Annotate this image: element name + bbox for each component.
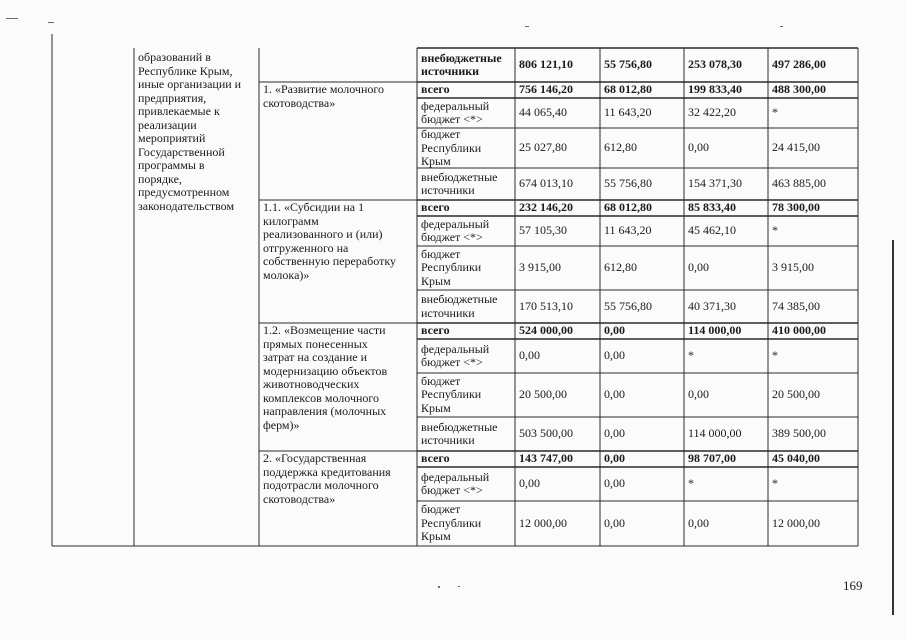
- amount-cell: 11 643,20: [604, 105, 652, 120]
- program-name-line: скотоводства»: [263, 95, 336, 110]
- amount-cell: 756 146,20: [519, 82, 573, 97]
- amount-cell: 25 027,80: [519, 140, 567, 155]
- amount-cell: 44 065,40: [519, 105, 567, 120]
- amount-cell: 0,00: [604, 387, 625, 402]
- program-name-line: скотоводства»: [263, 491, 336, 506]
- program-name: [263, 83, 384, 110]
- amount-cell: 0,00: [688, 515, 709, 530]
- executor-text-line: иные организации и: [138, 77, 242, 91]
- amount-cell: 20 500,00: [519, 387, 567, 402]
- amount-cell: 463 885,00: [772, 176, 826, 191]
- executor-text-line: реализации: [138, 117, 197, 132]
- program-name-line: модернизацию объектов: [263, 363, 388, 378]
- amount-cell: 98 707,00: [688, 451, 736, 466]
- amount-cell: 232 146,20: [519, 200, 573, 215]
- executor-text-line: Государственной: [138, 144, 225, 159]
- funding-source-line: всего: [421, 82, 450, 97]
- funding-source-line: всего: [421, 451, 450, 466]
- amount-cell: 524 000,00: [519, 323, 573, 338]
- amount-cell: 0,00: [604, 515, 625, 530]
- program-name-line: 1.2. «Возмещение части: [263, 323, 386, 337]
- amount-cell: 0,00: [688, 140, 709, 155]
- amount-cell: 0,00: [604, 426, 625, 441]
- funding-source-line: внебюджетные: [421, 169, 498, 184]
- executor-text-line: образований в: [138, 50, 211, 64]
- amount-cell: 0,00: [604, 348, 625, 363]
- funding-source: [421, 471, 489, 498]
- program-name-line: молока)»: [263, 267, 310, 282]
- amount-cell: *: [688, 476, 694, 491]
- program-name-line: 2. «Государственная: [263, 451, 367, 465]
- funding-source-line: внебюджетные: [421, 419, 498, 434]
- funding-source: [421, 52, 502, 79]
- program-name-line: комплексов молочного: [263, 390, 380, 405]
- funding-source: [421, 218, 489, 245]
- program-name-line: ферм)»: [263, 417, 300, 432]
- funding-source-line: Республики: [421, 260, 482, 275]
- amount-cell: 0,00: [604, 323, 625, 338]
- funding-source-line: всего: [421, 200, 450, 215]
- executor-text: [138, 51, 241, 213]
- program-name-line: животноводческих: [263, 377, 360, 391]
- amount-cell: *: [772, 476, 778, 491]
- amount-cell: 114 000,00: [688, 323, 742, 338]
- funding-source-line: федеральный: [421, 216, 490, 231]
- funding-source-line: бюджет <*>: [421, 355, 483, 369]
- program-name: [263, 324, 387, 432]
- funding-source-line: Республики: [421, 387, 482, 402]
- program-name-line: подотрасли молочного: [263, 478, 379, 492]
- amount-cell: 143 747,00: [519, 451, 573, 466]
- amount-cell: 24 415,00: [772, 140, 820, 155]
- amount-cell: *: [772, 348, 778, 363]
- funding-source-line: бюджет: [421, 127, 461, 141]
- amount-cell: *: [772, 105, 778, 120]
- amount-cell: 154 371,30: [688, 176, 742, 191]
- amount-cell: *: [688, 348, 694, 363]
- executor-text-line: программы в: [138, 158, 205, 172]
- amount-cell: 0,00: [604, 476, 625, 491]
- amount-cell: 3 915,00: [772, 260, 814, 275]
- amount-cell: 0,00: [604, 451, 625, 466]
- funding-source-line: Крым: [421, 529, 451, 544]
- executor-text-line: предусмотренном: [138, 185, 230, 199]
- program-name: [263, 452, 391, 506]
- program-name-line: 1. «Развитие молочного: [263, 82, 385, 96]
- funding-source: [421, 128, 481, 169]
- amount-cell: 12 000,00: [519, 515, 567, 530]
- amount-cell: 55 756,80: [604, 298, 652, 313]
- amount-cell: 410 000,00: [772, 323, 826, 338]
- amount-cell: 612,80: [604, 260, 637, 275]
- amount-cell: 674 013,10: [519, 176, 573, 191]
- funding-source-line: всего: [421, 323, 450, 338]
- amount-cell: 74 385,00: [772, 298, 820, 313]
- funding-source: [421, 293, 498, 320]
- funding-source: [421, 171, 498, 198]
- executor-text-line: мероприятий: [138, 131, 206, 145]
- amount-cell: 253 078,30: [688, 57, 742, 72]
- funding-source-line: источники: [421, 305, 475, 320]
- amount-cell: 199 833,40: [688, 82, 742, 97]
- executor-text-line: порядке,: [138, 171, 182, 186]
- amount-cell: *: [772, 223, 778, 238]
- amount-cell: 488 300,00: [772, 82, 826, 97]
- executor-text-line: предприятия,: [138, 90, 207, 105]
- amount-cell: 114 000,00: [688, 426, 742, 441]
- amount-cell: 40 371,30: [688, 298, 736, 313]
- funding-source: [421, 248, 481, 289]
- amount-cell: 612,80: [604, 140, 637, 155]
- funding-source-line: бюджет: [421, 246, 461, 261]
- amount-cell: 12 000,00: [772, 515, 820, 530]
- amount-cell: 0,00: [519, 348, 540, 363]
- amount-cell: 78 300,00: [772, 200, 820, 215]
- funding-source: [421, 343, 489, 370]
- amount-cell: 389 500,00: [772, 426, 826, 441]
- amount-cell: 55 756,80: [604, 57, 652, 72]
- funding-source-line: Республики: [421, 140, 482, 155]
- amount-cell: 11 643,20: [604, 223, 652, 238]
- funding-source-line: федеральный: [421, 98, 490, 113]
- funding-source-line: бюджет: [421, 373, 461, 388]
- program-name-line: поддержка кредитования: [263, 464, 391, 479]
- funding-source-line: федеральный: [421, 469, 490, 484]
- funding-source: [421, 100, 489, 127]
- funding-source-line: источники: [421, 64, 480, 78]
- amount-cell: 45 040,00: [772, 451, 820, 466]
- funding-source-line: внебюджетные: [421, 292, 498, 306]
- funding-source-line: внебюджетные: [421, 50, 502, 65]
- funding-source: [421, 375, 481, 416]
- amount-cell: 57 105,30: [519, 223, 567, 238]
- amount-cell: 3 915,00: [519, 260, 561, 275]
- amount-cell: 68 012,80: [604, 200, 652, 215]
- amount-cell: 497 286,00: [772, 57, 826, 72]
- funding-source-line: Республики: [421, 515, 482, 530]
- program-name: [263, 201, 396, 282]
- amount-cell: 32 422,20: [688, 105, 736, 120]
- amount-cell: 0,00: [688, 387, 709, 402]
- amount-cell: 20 500,00: [772, 387, 820, 402]
- amount-cell: 45 462,10: [688, 223, 736, 238]
- funding-source-line: бюджет <*>: [421, 112, 483, 126]
- amount-cell: 806 121,10: [519, 57, 573, 72]
- amount-cell: 170 513,10: [519, 298, 573, 313]
- funding-source-line: бюджет: [421, 502, 461, 517]
- amount-cell: 0,00: [688, 260, 709, 275]
- funding-source-line: источники: [421, 183, 475, 197]
- executor-text-line: Республике Крым,: [138, 63, 233, 78]
- amount-cell: 85 833,40: [688, 200, 736, 215]
- program-name-line: направления (молочных: [263, 404, 387, 418]
- funding-source-line: федеральный: [421, 341, 490, 356]
- funding-source: [421, 421, 498, 448]
- funding-source: [421, 324, 450, 338]
- funding-source: [421, 201, 450, 215]
- funding-source-line: Крым: [421, 273, 451, 288]
- program-name-line: реализованного и (или): [263, 227, 383, 241]
- funding-source: [421, 503, 481, 544]
- amount-cell: 503 500,00: [519, 426, 573, 441]
- amount-cell: 68 012,80: [604, 82, 652, 97]
- amount-cell: 55 756,80: [604, 176, 652, 191]
- program-name-line: затрат на создание и: [263, 350, 368, 364]
- program-name-line: 1.1. «Субсидии на 1: [263, 200, 365, 214]
- executor-text-line: привлекаемые к: [138, 104, 220, 118]
- program-name-line: килограмм: [263, 213, 319, 228]
- amount-cell: 0,00: [519, 476, 540, 491]
- funding-source: [421, 452, 450, 466]
- funding-source-line: бюджет <*>: [421, 483, 483, 497]
- program-name-line: прямых понесенных: [263, 336, 368, 351]
- program-name-line: отгруженного на: [263, 240, 349, 255]
- funding-source-line: Крым: [421, 400, 451, 415]
- funding-source-line: источники: [421, 433, 475, 447]
- page-number: 169: [843, 578, 863, 593]
- program-name-line: собственную переработку: [263, 254, 396, 268]
- funding-source-line: Крым: [421, 154, 451, 168]
- executor-text-line: законодательством: [138, 198, 235, 213]
- funding-source-line: бюджет <*>: [421, 230, 483, 244]
- funding-source: [421, 83, 450, 97]
